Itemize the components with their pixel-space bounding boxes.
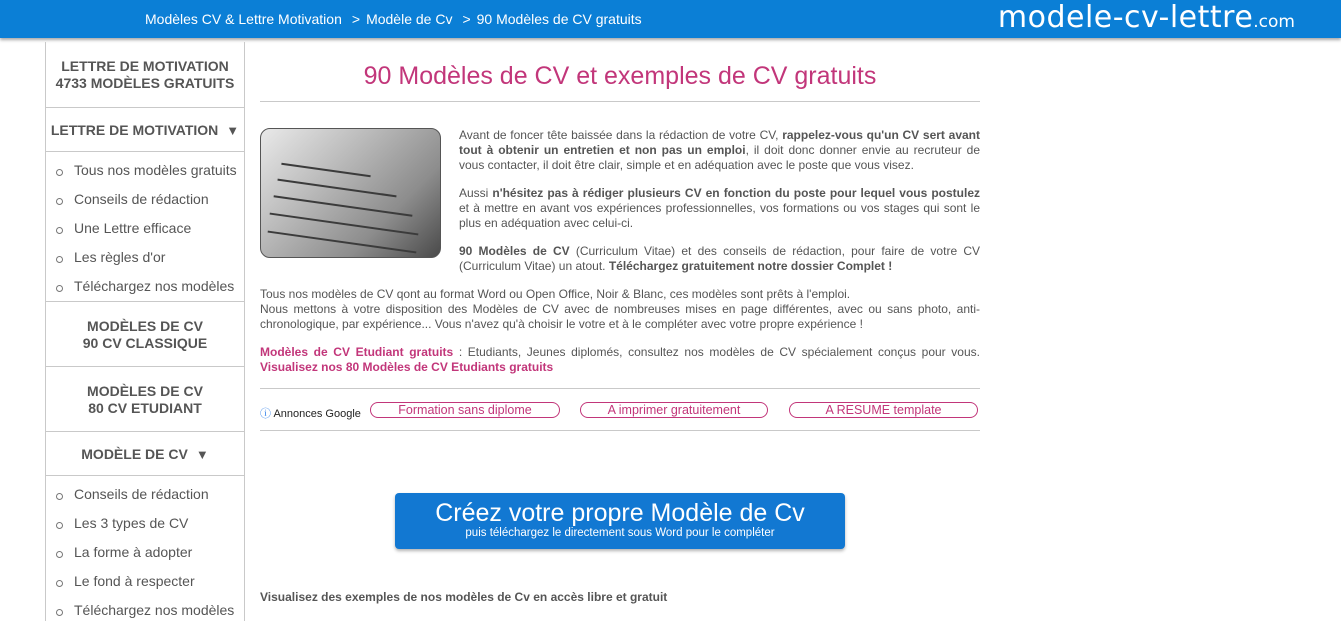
breadcrumb-home-link[interactable]: Modèles CV & Lettre Motivation bbox=[145, 11, 342, 27]
text-segment: et à mettre en avant vos expériences professionnelles, vos formations ou vos stages qui sont le plus en adéquation avec celui-ci. bbox=[459, 201, 980, 230]
text-segment: : Etudiants, Jeunes diplomés, consultez nos modèles de CV spécialement conçus pour vous. bbox=[453, 345, 980, 359]
sidebar-cv-classique-block[interactable] bbox=[46, 302, 244, 367]
intro-paragraph-5 bbox=[260, 345, 980, 375]
text-emphasis: 90 Modèles de CV bbox=[459, 244, 570, 258]
text-emphasis: Téléchargez gratuitement notre dossier Complet ! bbox=[608, 259, 893, 273]
sidebar-item-conseils-redaction[interactable]: Conseils de rédaction bbox=[46, 480, 244, 509]
create-cv-button-subtitle: puis téléchargez le directement sous Word pour le compléter bbox=[465, 527, 775, 539]
sidebar-submenu-lettre bbox=[46, 152, 244, 302]
ad-link-imprimer[interactable]: A imprimer gratuitement bbox=[580, 402, 768, 418]
breadcrumb-modele-cv-link[interactable]: Modèle de Cv bbox=[366, 11, 453, 27]
ad-link-formation[interactable]: Formation sans diplome bbox=[370, 402, 560, 418]
breadcrumb bbox=[145, 11, 642, 27]
cv-document-photo bbox=[260, 128, 441, 258]
chevron-down-icon[interactable]: ▼ bbox=[195, 447, 209, 462]
sidebar bbox=[45, 42, 245, 621]
site-logo[interactable] bbox=[998, 0, 1295, 35]
ads-label-text: Annonces Google bbox=[273, 408, 361, 420]
sidebar-item-types-cv[interactable]: Les 3 types de CV bbox=[46, 509, 244, 538]
chevron-down-icon[interactable]: ▼ bbox=[226, 123, 240, 138]
create-cv-button[interactable] bbox=[395, 493, 845, 549]
sidebar-item-conseils-redaction[interactable]: Conseils de rédaction bbox=[46, 185, 244, 214]
sidebar-block-title: MODÈLES DE CV bbox=[87, 318, 203, 334]
site-logo-name: modele-cv-lettre bbox=[997, 0, 1254, 35]
main-content bbox=[260, 42, 981, 604]
site-logo-tld: .com bbox=[1253, 12, 1295, 32]
visualisez-cv-etudiants-link[interactable]: Visualisez nos 80 Modèles de CV Etudiants gratuits bbox=[260, 360, 554, 374]
sidebar-cv-etudiant-block[interactable] bbox=[46, 367, 244, 432]
sidebar-item-fond-respecter[interactable]: Le fond à respecter bbox=[46, 567, 244, 596]
sidebar-menu-label: LETTRE DE MOTIVATION bbox=[50, 122, 219, 138]
sidebar-item-lettre-efficace[interactable]: Une Lettre efficace bbox=[46, 214, 244, 243]
sidebar-item-forme-adopter[interactable]: La forme à adopter bbox=[46, 538, 244, 567]
info-icon[interactable]: ⓘ bbox=[260, 408, 271, 420]
text-emphasis: n'hésitez pas à rédiger plusieurs CV en fonction du poste pour lequel vous postulez bbox=[492, 186, 980, 200]
text-segment: Aussi bbox=[459, 186, 493, 200]
examples-heading: Visualisez des exemples de nos modèles de Cv en accès libre et gratuit bbox=[260, 590, 668, 604]
ads-label bbox=[260, 405, 361, 421]
sidebar-item-tous-modeles[interactable]: Tous nos modèles gratuits bbox=[46, 156, 244, 185]
sidebar-menu-lettre-motivation[interactable] bbox=[46, 108, 244, 152]
sidebar-item-telechargez-modeles[interactable]: Téléchargez nos modèles bbox=[46, 272, 244, 301]
sidebar-cv-classique-link[interactable] bbox=[46, 318, 244, 352]
create-cv-button-title: Créez votre propre Modèle de Cv bbox=[435, 499, 805, 527]
intro-paragraph-4 bbox=[260, 287, 980, 332]
sidebar-submenu-cv bbox=[46, 476, 244, 621]
text-segment: , il doit donc donner envie au recruteur de vous contacter, il doit être clair, simple et en adéquation avec le poste que vous visez. bbox=[459, 143, 980, 172]
top-navigation-bar bbox=[0, 0, 1341, 38]
page-title: 90 Modèles de CV et exemples de CV gratuits bbox=[260, 42, 980, 102]
text-emphasis: rappelez-vous qu'un CV sert avant tout à obtenir un entretien et non pas un emploi bbox=[459, 128, 981, 157]
text-segment: Nous mettons à votre disposition des Modèles de CV avec de nombreuses mises en page différentes, avec ou sans photo, anti-chronologique, par expérience... Vous n'avez qu'à choisir le votre et à le compléter avec votre propre expérience ! bbox=[260, 302, 980, 331]
sidebar-lettre-motivation-link[interactable] bbox=[46, 58, 244, 92]
cv-etudiant-link[interactable]: Modèles de CV Etudiant gratuits bbox=[260, 345, 454, 359]
sidebar-menu-modele-cv[interactable] bbox=[46, 432, 244, 476]
sidebar-block-subtitle: 4733 MODÈLES GRATUITS bbox=[55, 75, 235, 91]
text-segment: Tous nos modèles de CV qont au format Word ou Open Office, Noir & Blanc, ces modèles sont prêts à l'emploi. bbox=[260, 287, 851, 301]
breadcrumb-separator: > bbox=[462, 11, 471, 27]
google-ads-bar bbox=[260, 388, 980, 431]
sidebar-menu-label: MODÈLE DE CV bbox=[81, 446, 188, 462]
sidebar-block-subtitle: 90 CV CLASSIQUE bbox=[82, 335, 208, 351]
sidebar-lettre-motivation-block[interactable] bbox=[46, 42, 244, 108]
sidebar-cv-etudiant-link[interactable] bbox=[46, 383, 244, 417]
text-segment: Avant de foncer tête baissée dans la rédaction de votre CV, bbox=[459, 128, 783, 142]
ad-link-resume[interactable]: A RESUME template bbox=[789, 402, 978, 418]
breadcrumb-separator: > bbox=[351, 11, 361, 27]
sidebar-block-subtitle: 80 CV ETUDIANT bbox=[88, 400, 202, 416]
sidebar-item-telechargez-modeles[interactable]: Téléchargez nos modèles bbox=[46, 596, 244, 621]
sidebar-item-regles-or[interactable]: Les règles d'or bbox=[46, 243, 244, 272]
breadcrumb-current-page[interactable]: 90 Modèles de CV gratuits bbox=[476, 11, 642, 27]
sidebar-block-title: MODÈLES DE CV bbox=[87, 383, 203, 399]
sidebar-block-title: LETTRE DE MOTIVATION bbox=[61, 58, 229, 74]
text-segment: (Curriculum Vitae) et des conseils de rédaction, pour faire de votre CV (Curriculum Vitae) un atout. bbox=[459, 244, 980, 273]
intro-section bbox=[260, 128, 980, 375]
